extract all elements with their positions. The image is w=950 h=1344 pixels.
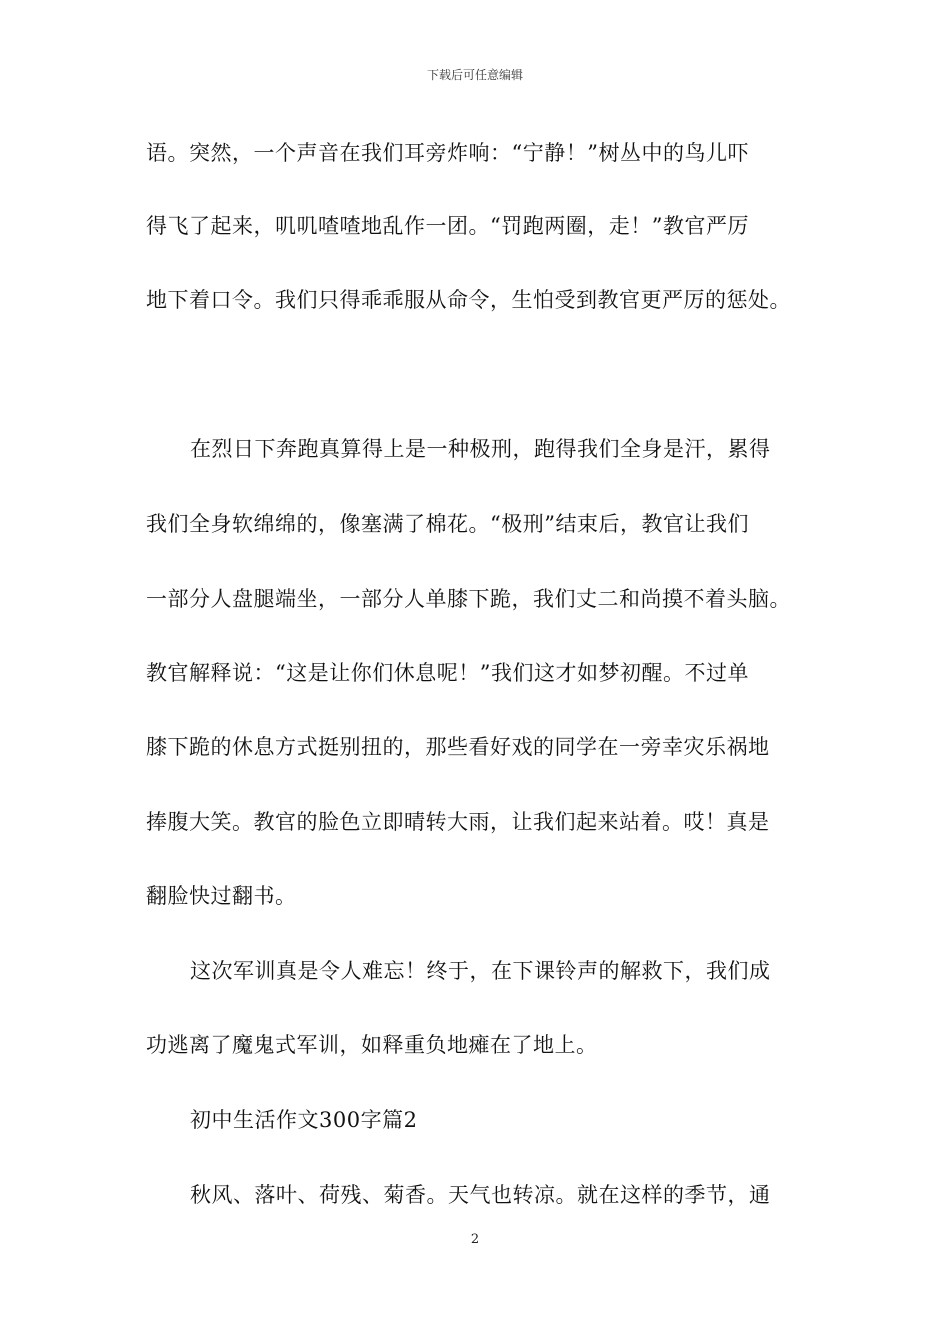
paragraph-line: 膝下跪的休息方式挺别扭的，那些看好戏的同学在一旁幸灾乐祸地 [146, 735, 770, 759]
paragraph-line: 秋风、落叶、荷残、菊香。天气也转凉。就在这样的季节，通 [190, 1183, 771, 1207]
paragraph-line: 翻脸快过翻书。 [146, 884, 297, 908]
paragraph-line: 教官解释说：“这是让你们休息呢！”我们这才如梦初醒。不过单 [146, 661, 749, 685]
paragraph-line: 我们全身软绵绵的，像塞满了棉花。“极刑”结束后，教官让我们 [146, 512, 749, 536]
paragraph-line: 语。突然，一个声音在我们耳旁炸响：“宁静！”树丛中的鸟儿吓 [146, 141, 749, 165]
paragraph-line: 一部分人盘腿端坐，一部分人单膝下跪，我们丈二和尚摸不着头脑。 [146, 587, 791, 611]
paragraph-line: 捧腹大笑。教官的脸色立即晴转大雨，让我们起来站着。哎！真是 [146, 810, 770, 834]
paragraph-line: 地下着口令。我们只得乖乖服从命令，生怕受到教官更严厉的惩处。 [146, 288, 791, 312]
section-heading: 初中生活作文300字篇2 [190, 1108, 418, 1132]
page-number: 2 [470, 1232, 480, 1247]
paragraph-line: 得飞了起来，叽叽喳喳地乱作一团。“罚跑两圈，走！”教官严厉 [146, 214, 749, 238]
paragraph-line: 这次军训真是令人难忘！终于，在下课铃声的解救下，我们成 [190, 959, 771, 983]
paragraph-line: 功逃离了魔鬼式军训，如释重负地瘫在了地上。 [146, 1033, 598, 1057]
paragraph-line: 在烈日下奔跑真算得上是一种极刑，跑得我们全身是汗，累得 [190, 437, 771, 461]
page-header: 下载后可任意编辑 [426, 68, 523, 82]
